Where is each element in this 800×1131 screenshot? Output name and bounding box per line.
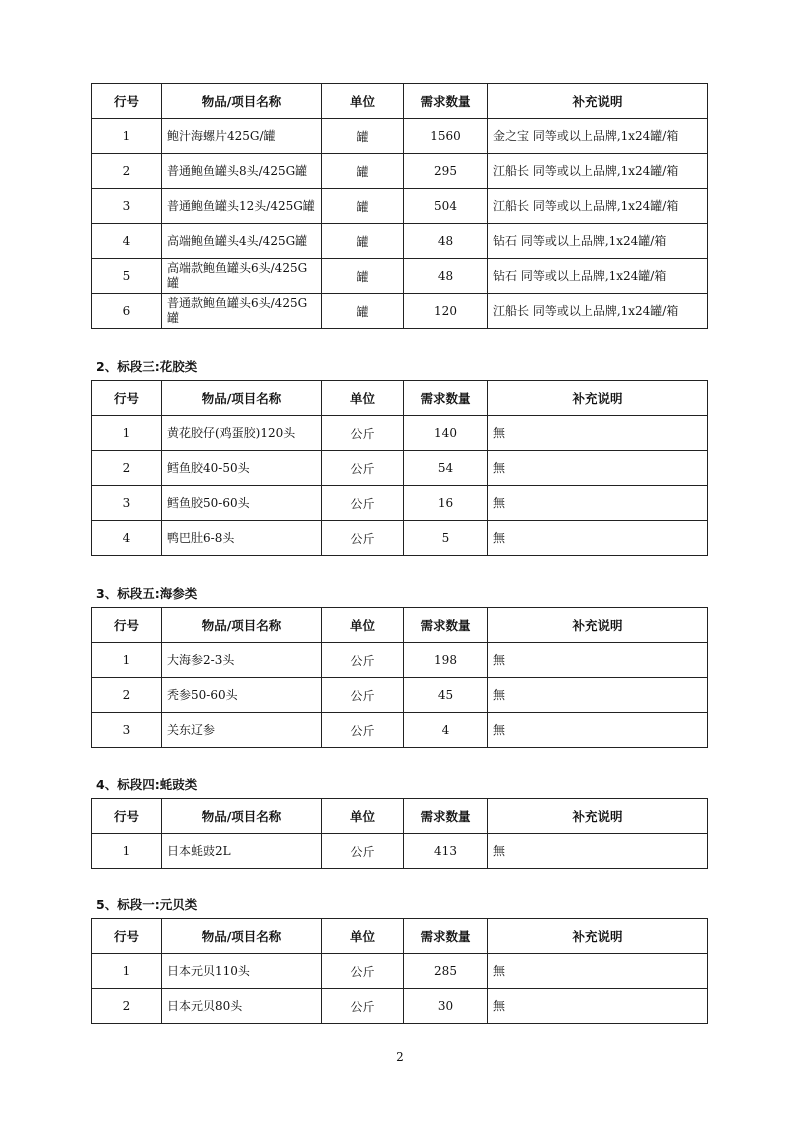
- cell-unit: 公斤: [322, 834, 404, 869]
- page-number: 2: [396, 1050, 404, 1064]
- cell-note: 無: [488, 713, 708, 748]
- cell-item-name: 日本元贝110头: [162, 954, 322, 989]
- section-title-fish-maw: 2、标段三:花胶类: [96, 359, 198, 374]
- table-row: [92, 834, 708, 869]
- cell-unit: 公斤: [322, 678, 404, 713]
- cell-note: 無: [488, 954, 708, 989]
- cell-row-number: 5: [92, 259, 162, 294]
- cell-note: 金之宝 同等或以上品牌,1x24罐/箱: [488, 119, 708, 154]
- section-title-dried-oyster: 4、标段四:蚝豉类: [96, 777, 198, 792]
- cell-note: 钻石 同等或以上品牌,1x24罐/箱: [488, 259, 708, 294]
- cell-quantity: 45: [404, 678, 488, 713]
- cell-item-name: 大海参2-3头: [162, 643, 322, 678]
- cell-item-name: 高端鲍鱼罐头4头/425G罐: [162, 224, 322, 259]
- header-unit: 单位: [322, 608, 404, 643]
- cell-unit: 罐: [322, 294, 404, 329]
- cell-item-name: 普通鲍鱼罐头12头/425G罐: [162, 189, 322, 224]
- header-quantity: 需求数量: [404, 84, 488, 119]
- header-row-number: 行号: [92, 84, 162, 119]
- cell-unit: 罐: [322, 119, 404, 154]
- cell-row-number: 4: [92, 224, 162, 259]
- cell-item-name: 秃参50-60头: [162, 678, 322, 713]
- cell-unit: 罐: [322, 259, 404, 294]
- cell-unit: 公斤: [322, 713, 404, 748]
- cell-item-name: 鲍汁海螺片425G/罐: [162, 119, 322, 154]
- header-unit: 单位: [322, 84, 404, 119]
- header-unit: 单位: [322, 381, 404, 416]
- header-row-number: 行号: [92, 608, 162, 643]
- cell-item-name: 日本元贝80头: [162, 989, 322, 1024]
- cell-row-number: 3: [92, 713, 162, 748]
- cell-item-name: 关东辽参: [162, 713, 322, 748]
- cell-item-name: 普通款鲍鱼罐头6头/425G罐: [162, 294, 322, 329]
- cell-quantity: 1560: [404, 119, 488, 154]
- cell-row-number: 2: [92, 678, 162, 713]
- header-item-name: 物品/项目名称: [162, 608, 322, 643]
- table-row: [92, 259, 708, 294]
- cell-row-number: 1: [92, 643, 162, 678]
- cell-item-name: 鸭巴肚6-8头: [162, 521, 322, 556]
- cell-unit: 公斤: [322, 486, 404, 521]
- cell-row-number: 1: [92, 954, 162, 989]
- table-row: [92, 154, 708, 189]
- cell-unit: 罐: [322, 154, 404, 189]
- table-row: [92, 643, 708, 678]
- header-quantity: 需求数量: [404, 608, 488, 643]
- cell-note: 無: [488, 834, 708, 869]
- header-note: 补充说明: [488, 799, 708, 834]
- table-row: [92, 451, 708, 486]
- table-header-row: [92, 799, 708, 834]
- header-row-number: 行号: [92, 799, 162, 834]
- table-row: [92, 189, 708, 224]
- cell-unit: 公斤: [322, 416, 404, 451]
- table-row: [92, 294, 708, 329]
- header-quantity: 需求数量: [404, 799, 488, 834]
- table-row: [92, 119, 708, 154]
- cell-note: 無: [488, 989, 708, 1024]
- cell-row-number: 4: [92, 521, 162, 556]
- header-quantity: 需求数量: [404, 381, 488, 416]
- table-header-row: [92, 608, 708, 643]
- cell-note: 無: [488, 486, 708, 521]
- cell-note: 钻石 同等或以上品牌,1x24罐/箱: [488, 224, 708, 259]
- cell-row-number: 1: [92, 119, 162, 154]
- cell-row-number: 1: [92, 416, 162, 451]
- cell-unit: 公斤: [322, 521, 404, 556]
- header-note: 补充说明: [488, 919, 708, 954]
- cell-item-name: 日本蚝豉2L: [162, 834, 322, 869]
- header-note: 补充说明: [488, 381, 708, 416]
- cell-quantity: 48: [404, 259, 488, 294]
- header-row-number: 行号: [92, 381, 162, 416]
- table-header-row: [92, 381, 708, 416]
- cell-item-name: 高端款鲍鱼罐头6头/425G罐: [162, 259, 322, 294]
- header-row-number: 行号: [92, 919, 162, 954]
- table-row: [92, 416, 708, 451]
- cell-quantity: 413: [404, 834, 488, 869]
- scallop-table: [91, 918, 708, 1024]
- cell-quantity: 140: [404, 416, 488, 451]
- fish-maw-table: [91, 380, 708, 556]
- cell-unit: 公斤: [322, 989, 404, 1024]
- cell-item-name: 普通鲍鱼罐头8头/425G罐: [162, 154, 322, 189]
- cell-note: 江船长 同等或以上品牌,1x24罐/箱: [488, 154, 708, 189]
- cell-unit: 罐: [322, 189, 404, 224]
- header-item-name: 物品/项目名称: [162, 381, 322, 416]
- cell-quantity: 4: [404, 713, 488, 748]
- header-unit: 单位: [322, 919, 404, 954]
- table-header-row: [92, 919, 708, 954]
- cell-quantity: 504: [404, 189, 488, 224]
- header-item-name: 物品/项目名称: [162, 799, 322, 834]
- cell-quantity: 285: [404, 954, 488, 989]
- cell-item-name: 鳕鱼胶40-50头: [162, 451, 322, 486]
- cell-unit: 公斤: [322, 954, 404, 989]
- header-note: 补充说明: [488, 84, 708, 119]
- cell-note: 無: [488, 451, 708, 486]
- cell-quantity: 120: [404, 294, 488, 329]
- cell-note: 無: [488, 416, 708, 451]
- cell-row-number: 2: [92, 989, 162, 1024]
- table-row: [92, 954, 708, 989]
- table-row: [92, 486, 708, 521]
- cell-unit: 罐: [322, 224, 404, 259]
- header-note: 补充说明: [488, 608, 708, 643]
- table-row: [92, 713, 708, 748]
- cell-note: 無: [488, 643, 708, 678]
- cell-note: 無: [488, 678, 708, 713]
- cell-row-number: 3: [92, 189, 162, 224]
- table-row: [92, 989, 708, 1024]
- cell-quantity: 54: [404, 451, 488, 486]
- dried-oyster-table: [91, 798, 708, 869]
- canned-goods-table: [91, 83, 708, 329]
- cell-item-name: 黄花胶仔(鸡蛋胶)120头: [162, 416, 322, 451]
- section-title-scallop: 5、标段一:元贝类: [96, 897, 198, 912]
- cell-row-number: 2: [92, 154, 162, 189]
- table-header-row: [92, 84, 708, 119]
- cell-note: 江船长 同等或以上品牌,1x24罐/箱: [488, 189, 708, 224]
- header-unit: 单位: [322, 799, 404, 834]
- cell-quantity: 16: [404, 486, 488, 521]
- cell-quantity: 198: [404, 643, 488, 678]
- cell-quantity: 30: [404, 989, 488, 1024]
- cell-unit: 公斤: [322, 643, 404, 678]
- cell-row-number: 2: [92, 451, 162, 486]
- cell-note: 無: [488, 521, 708, 556]
- header-item-name: 物品/项目名称: [162, 919, 322, 954]
- table-row: [92, 224, 708, 259]
- cell-row-number: 6: [92, 294, 162, 329]
- sea-cucumber-table: [91, 607, 708, 748]
- header-item-name: 物品/项目名称: [162, 84, 322, 119]
- cell-quantity: 5: [404, 521, 488, 556]
- cell-row-number: 3: [92, 486, 162, 521]
- cell-unit: 公斤: [322, 451, 404, 486]
- header-quantity: 需求数量: [404, 919, 488, 954]
- section-title-sea-cucumber: 3、标段五:海参类: [96, 586, 198, 601]
- cell-note: 江船长 同等或以上品牌,1x24罐/箱: [488, 294, 708, 329]
- table-row: [92, 521, 708, 556]
- cell-quantity: 48: [404, 224, 488, 259]
- cell-item-name: 鳕鱼胶50-60头: [162, 486, 322, 521]
- cell-row-number: 1: [92, 834, 162, 869]
- cell-quantity: 295: [404, 154, 488, 189]
- table-row: [92, 678, 708, 713]
